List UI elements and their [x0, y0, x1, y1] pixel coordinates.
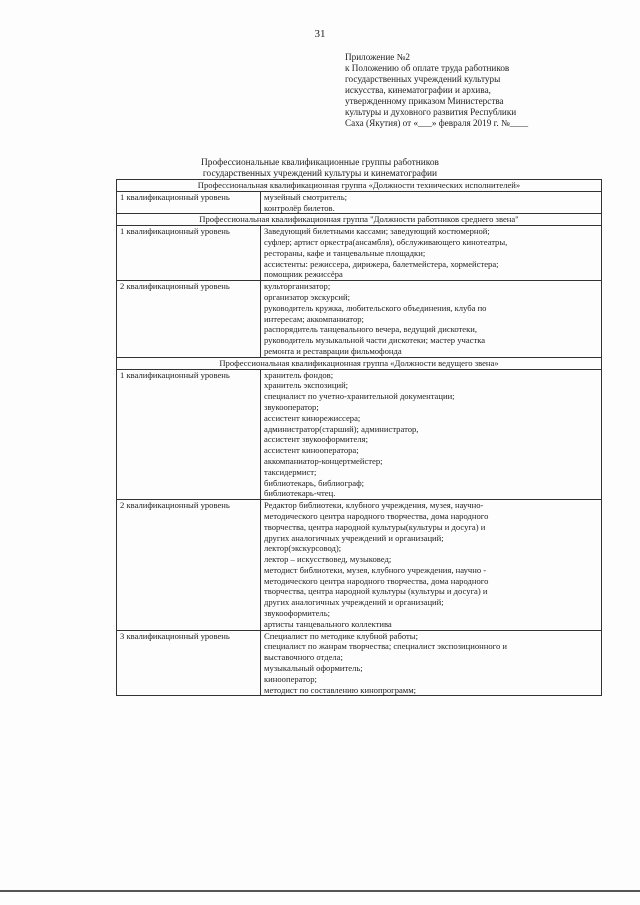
table-row: [117, 630, 602, 696]
table-title: [120, 158, 520, 179]
qualification-level: 1 квалификационный уровень: [117, 191, 261, 214]
group-header-row: [117, 357, 602, 369]
position-item: лектор – искусствовед, музыковед;: [264, 554, 392, 565]
position-item: Редактор библиотеки, клубного учреждения, музея, научно-: [264, 500, 484, 511]
positions-cell: [261, 281, 602, 358]
qualification-level: 2 квалификационный уровень: [117, 281, 261, 358]
positions-cell: [261, 226, 602, 281]
group-title: Профессиональная квалификационная группа "Должности работников среднего звена": [117, 214, 602, 226]
position-item: других аналогичных учреждений и организаций;: [264, 597, 444, 608]
position-item: других аналогичных учреждений и организаций;: [264, 532, 444, 543]
group-header-row: [117, 180, 602, 192]
position-item: звукооформитель;: [264, 608, 331, 619]
group-title: Профессиональная квалификационная группа «Должности ведущего звена»: [117, 357, 602, 369]
appendix-line: культуры и духовного развития Республики: [345, 107, 517, 117]
position-item: руководитель музыкальной части дискотеки; мастер участка: [264, 335, 486, 346]
position-item: выставочного отдела;: [264, 652, 343, 663]
positions-cell: [261, 500, 602, 631]
position-item: хранитель экспозиций;: [264, 380, 349, 391]
position-item: администратор(старший); администратор,: [264, 423, 419, 434]
appendix-line: Саха (Якутия) от «___» февраля 2019 г. №____: [345, 118, 529, 128]
position-item: ассистент кинооператора;: [264, 445, 359, 456]
table-row: [117, 369, 602, 500]
position-item: методист по составлению кинопрограмм;: [264, 684, 417, 695]
position-item: ассистент кинорежиссера;: [264, 412, 361, 423]
qualification-level: 3 квалификационный уровень: [117, 630, 261, 696]
positions-cell: [261, 191, 602, 214]
group-header-row: [117, 214, 602, 226]
qualification-level: 1 квалификационный уровень: [117, 226, 261, 281]
position-item: Специалист по методике клубной работы;: [264, 630, 418, 641]
position-item: ассистент звукооформителя;: [264, 434, 368, 445]
position-item: распорядитель танцевального вечера, ведущий дискотеки,: [264, 324, 478, 335]
positions-cell: [261, 630, 602, 696]
appendix-line: утвержденному приказом Министерства: [345, 96, 504, 106]
qualification-level: 2 квалификационный уровень: [117, 500, 261, 631]
page-bottom-edge: [0, 890, 640, 892]
table-row: [117, 281, 602, 358]
position-item: ассистенты: режиссера, дирижера, балетмейстера, хормейстера;: [264, 258, 499, 269]
group-title: Профессиональная квалификационная группа «Должности технических исполнителей»: [117, 180, 602, 192]
qualification-groups-table: [116, 179, 602, 696]
position-item: методического центра народного творчества, дома народного: [264, 575, 489, 586]
position-item: организатор экскурсий;: [264, 291, 351, 302]
table-row: [117, 191, 602, 214]
table-row: [117, 226, 602, 281]
position-item: лектор(экскурсовод);: [264, 543, 342, 554]
qualification-level: 1 квалификационный уровень: [117, 369, 261, 500]
appendix-line: Приложение №2: [345, 52, 410, 62]
page-number: 31: [314, 28, 326, 40]
position-item: помощник режиссёра: [264, 269, 343, 280]
table-title-line: Профессиональные квалификационные группы работников: [201, 158, 439, 168]
position-item: музыкальный оформитель;: [264, 663, 363, 674]
position-item: контролёр билетов.: [264, 202, 335, 213]
position-item: музейный смотритель;: [264, 191, 348, 202]
position-item: таксидермист;: [264, 466, 317, 477]
positions-cell: [261, 369, 602, 500]
position-item: библиотекарь-чтец.: [264, 488, 336, 499]
table-row: [117, 500, 602, 631]
position-item: кинооператор;: [264, 673, 317, 684]
position-item: руководитель кружка, любительского объединения, клуба по: [264, 302, 487, 313]
position-item: Заведующий билетными кассами; заведующий костюмерной;: [264, 226, 490, 237]
position-item: специалист по жанрам творчества; специалист экспозиционного и: [264, 641, 507, 652]
position-item: суфлер; артист оркестра(ансамбля), обслуживающего кинотеатры,: [264, 236, 508, 247]
table-title-line: государственных учреждений культуры и кинематографии: [202, 168, 438, 179]
position-item: библиотекарь, библиограф;: [264, 477, 365, 488]
position-item: хранитель фондов;: [264, 369, 334, 380]
position-item: звукооператор;: [264, 401, 319, 412]
position-item: культорганизатор;: [264, 281, 331, 292]
position-item: аккомпаниатор-концертмейстер;: [264, 455, 383, 466]
position-item: артисты танцевального коллектива: [264, 618, 392, 629]
position-item: творчества, центра народной культуры(культуры и досуга) и: [264, 521, 486, 532]
position-item: интересам; аккомпаниатор;: [264, 313, 364, 324]
appendix-header: [345, 52, 595, 129]
appendix-line: искусства, кинематографии и архива,: [345, 85, 491, 95]
appendix-line: к Положению об оплате труда работников: [345, 63, 510, 73]
position-item: творчества, центра народной культуры (культуры и досуга) и: [264, 586, 488, 597]
position-item: рестораны, кафе и танцевальные площадки;: [264, 247, 426, 258]
position-item: специалист по учетно-хранительной документации;: [264, 391, 455, 402]
position-item: ремонта и реставрации фильмофонда: [264, 345, 402, 356]
appendix-line: государственных учреждений культуры: [345, 74, 501, 84]
position-item: методического центра народного творчества, дома народного: [264, 510, 489, 521]
position-item: методист библиотеки, музея, клубного учреждения, научно -: [264, 564, 487, 575]
